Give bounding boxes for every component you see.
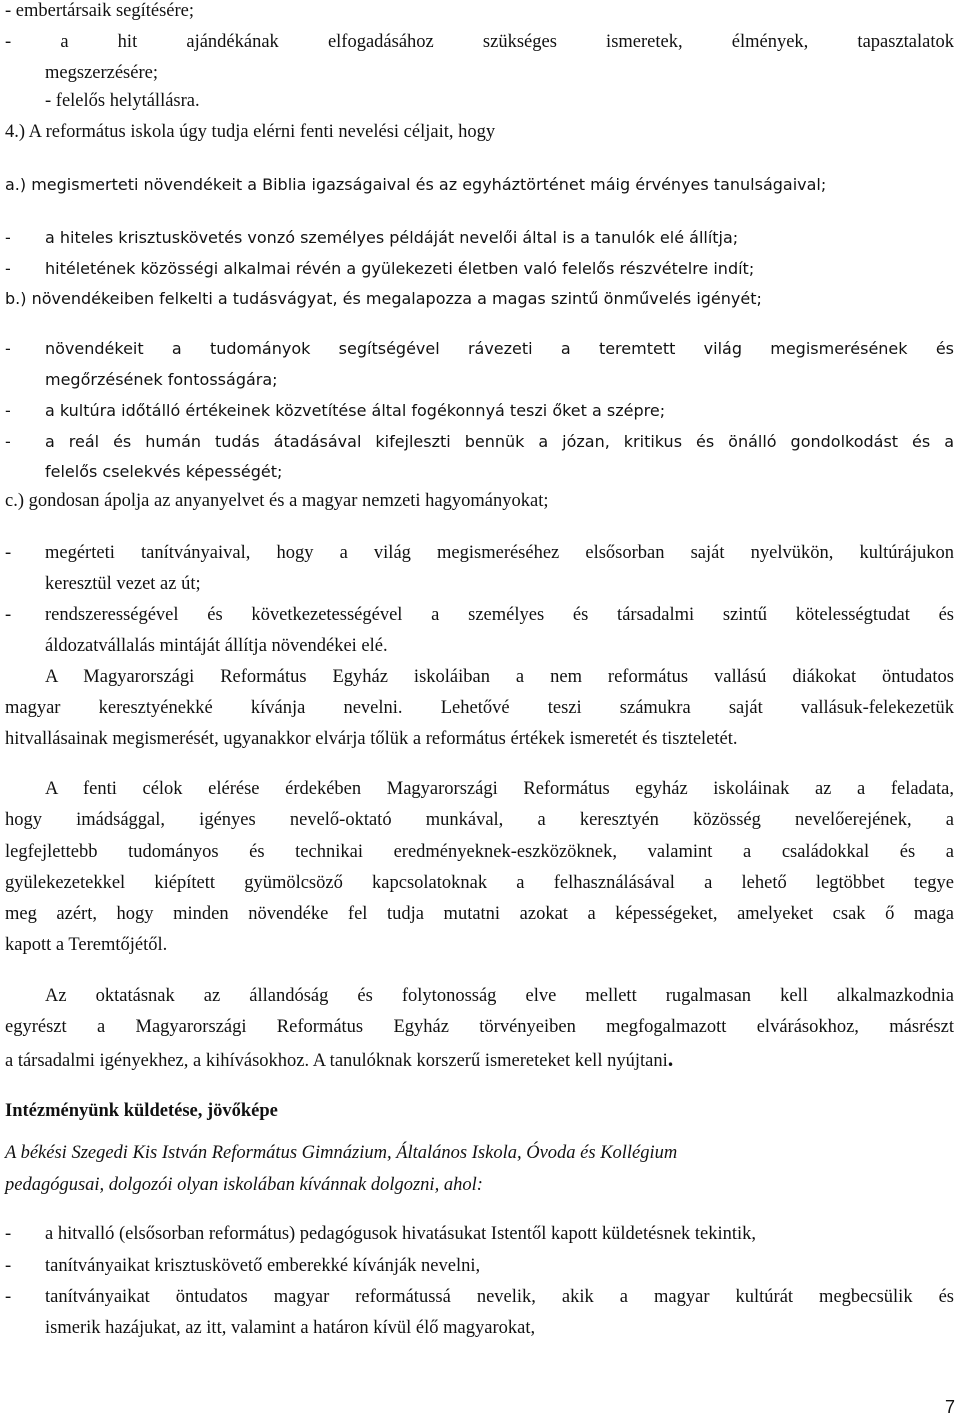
list-item-continuation: ismerik hazájukat, az itt, valamint a határon kívül élő magyarokat, <box>45 1318 536 1338</box>
list-item: tanítványaikat krisztuskövető emberekké kívánják nevelni, <box>45 1256 481 1276</box>
text-line: - embertársaik segítésére; <box>5 1 195 21</box>
paragraph-line: egyrészt a Magyarországi Református Egyház törvényeiben megfogalmazott elvárásokhoz, másrészt <box>5 1017 954 1037</box>
list-item: növendékeit a tudományok segítségével rávezeti a teremtett világ megismerésének és <box>45 339 954 358</box>
paragraph-line: magyar keresztyénekké kívánja nevelni. Lehetővé teszi számukra saját vallásuk-felekezetük <box>5 698 954 718</box>
text-line: - a hit ajándékának elfogadásához szükséges ismeretek, élmények, tapasztalatok <box>5 32 954 52</box>
list-item: a kultúra időtálló értékeinek közvetítése által fogékonnyá teszi őket a szépre; <box>45 401 666 420</box>
paragraph-line <box>5 1043 954 1077</box>
sentence-period: . <box>667 1046 674 1071</box>
dash-bullet: - <box>5 339 11 358</box>
intro-line: pedagógusai, dolgozói olyan iskolában kívánnak dolgozni, ahol: <box>5 1175 483 1195</box>
section-heading: Intézményünk küldetése, jövőképe <box>5 1101 278 1121</box>
list-item: megérteti tanítványaival, hogy a világ megismeréséhez elsősorban saját nyelvükön, kultúrájukon <box>45 543 954 563</box>
paragraph-line: A fenti célok elérése érdekében Magyarországi Református egyház iskoláinak az a feladata, <box>45 779 954 799</box>
dash-bullet: - <box>5 605 12 625</box>
list-item: a reál és humán tudás átadásával kifejleszti bennük a józan, kritikus és önálló gondolkodást és a <box>45 432 954 451</box>
list-item-continuation: felelős cselekvés képességét; <box>45 462 283 481</box>
list-item: rendszerességével és következetességével a személyes és társadalmi szintű kötelességtudat és <box>45 605 954 625</box>
dash-bullet: - <box>5 228 11 247</box>
list-item-continuation: áldozatvállalás mintáját állítja növendékei elé. <box>45 636 388 656</box>
list-item: tanítványaikat öntudatos magyar reformátussá nevelik, akik a magyar kultúrát megbecsülik és <box>45 1287 954 1307</box>
dash-bullet: - <box>5 1287 12 1307</box>
paragraph-line: legfejlettebb tudományos és technikai eredményeknek-eszközöknek, valamint a családokkal és a <box>5 842 954 862</box>
paragraph-text: a társadalmi igényekhez, a kihívásokhoz. A tanulóknak korszerű ismereteket kell nyújtani <box>5 1051 668 1071</box>
dash-bullet: - <box>5 1256 12 1276</box>
list-item-continuation: megőrzésének fontosságára; <box>45 370 278 389</box>
paragraph-line: kapott a Teremtőjétől. <box>5 935 168 955</box>
intro-line: A békési Szegedi Kis István Református Gimnázium, Általános Iskola, Óvoda és Kollégium <box>5 1143 678 1163</box>
paragraph-line: hogy imádsággal, igényes nevelő-oktató munkával, a keresztyén közösség nevelőerejének, a <box>5 810 954 830</box>
dash-bullet: - <box>5 432 11 451</box>
list-heading-b: b.) növendékeiben felkelti a tudásvágyat, és megalapozza a magas szintű önművelés igényét; <box>5 289 762 308</box>
list-item: hitéletének közösségi alkalmai révén a gyülekezeti életben való felelős részvételre indít; <box>45 259 755 278</box>
dash-bullet: - <box>5 259 11 278</box>
list-heading-a: a.) megismerteti növendékeit a Biblia igazságaival és az egyháztörténet máig érvényes tanulságaival; <box>5 175 827 194</box>
dash-bullet: - <box>5 401 11 420</box>
dash-bullet: - <box>5 1224 12 1244</box>
paragraph-line: gyülekezetekkel kiépített gyümölcsöző kapcsolatoknak a felhasználásával a lehető legtöbbet tegye <box>5 873 954 893</box>
text-line: - felelős helytállásra. <box>45 91 200 111</box>
page-number: 7 <box>944 1397 955 1417</box>
list-item: a hiteles krisztuskövetés vonzó személyes példáját nevelői által is a tanulók elé állítja; <box>45 228 739 247</box>
paragraph-line: A Magyarországi Református Egyház iskoláiban a nem református vallású diákokat öntudatos <box>45 667 954 687</box>
text-line: megszerzésére; <box>45 63 158 83</box>
list-item: a hitvalló (elsősorban református) pedagógusok hivatásukat Istentől kapott küldetésnek tekintik, <box>45 1224 757 1244</box>
list-heading-c: c.) gondosan ápolja az anyanyelvet és a magyar nemzeti hagyományokat; <box>5 491 549 511</box>
paragraph-line: meg azért, hogy minden növendéke fel tudja mutatni azokat a képességeket, amelyeket csak ő maga <box>5 904 954 924</box>
paragraph-line: hitvallásainak megismerését, ugyanakkor elvárja tőlük a református értékek ismeretét és tiszteletét. <box>5 729 738 749</box>
list-item-continuation: keresztül vezet az út; <box>45 574 201 594</box>
text-line: 4.) A református iskola úgy tudja elérni fenti nevelési céljait, hogy <box>5 122 496 142</box>
paragraph-line: Az oktatásnak az állandóság és folytonosság elve mellett rugalmasan kell alkalmazkodnia <box>45 986 954 1006</box>
dash-bullet: - <box>5 543 12 563</box>
